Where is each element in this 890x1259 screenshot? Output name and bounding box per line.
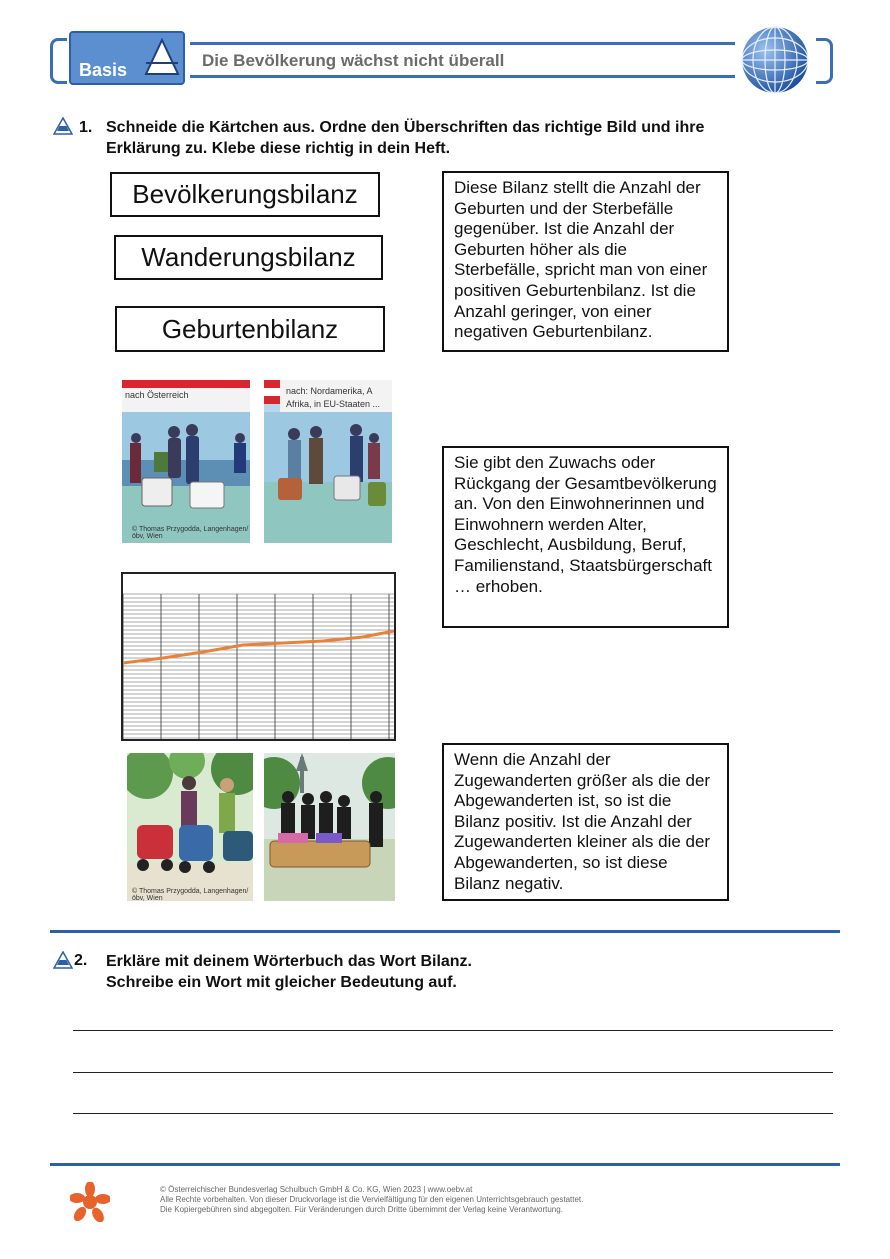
header-bracket-right — [816, 38, 833, 84]
label-card-geburtenbilanz: Geburtenbilanz — [115, 306, 385, 352]
population-chart-svg — [123, 574, 394, 739]
header-bracket-left — [50, 38, 67, 84]
answer-line-2[interactable] — [73, 1072, 833, 1073]
image-credit-1: © Thomas Przygodda, Langenhagen/öbv, Wien — [132, 526, 249, 540]
sign-nach-oesterreich: nach Österreich — [125, 390, 189, 400]
sign-nach-nordamerika: nach: Nordamerika, A — [286, 386, 373, 396]
explanation-card-geburtenbilanz: Diese Bilanz stellt die Anzahl der Geburten und der Sterbefälle gegenüber. Ist die Anzahl der Geburten höher als die Sterbefälle, spricht man von einer positiven Geburtenbilanz. Ist die Anzahl geringer, von einer negativen Geburtenbilanz. — [442, 171, 729, 352]
image-credit-2: © Thomas Przygodda, Langenhagen/öbv, Wien — [132, 888, 249, 901]
footer-separator — [50, 1163, 840, 1166]
footer-line-3: Die Kopiergebühren sind abgegolten. Für Veränderungen durch Dritte übernimmt der Verlag keine Verantwortung. — [160, 1205, 563, 1214]
illustration-emigration — [264, 380, 392, 543]
illustration-funeral-death — [264, 753, 395, 901]
task2-number: 2. — [74, 952, 88, 969]
sign-afrika-eu: Afrika, in EU-Staaten ... — [286, 399, 381, 409]
population-chart — [121, 572, 396, 741]
immigration-scene — [122, 380, 250, 543]
explanation-card-wanderungsbilanz: Wenn die Anzahl der Zugewanderten größer als die der Abgewanderten ist, so ist die Bilanz positiv. Ist die Anzahl der Zugewanderten kleiner als die der Abgewanderten, so ist diese Bilanz negativ. — [442, 743, 729, 901]
funeral-scene — [264, 753, 395, 901]
illustration-immigration — [122, 380, 250, 543]
task2-instruction-line2: Schreibe ein Wort mit gleicher Bedeutung auf. — [106, 974, 457, 991]
level-triangle-icon-2 — [53, 951, 73, 969]
illustration-family-birth — [127, 753, 253, 901]
basis-triangle-icon — [143, 37, 181, 77]
task1-instruction-line1: Schneide die Kärtchen aus. Ordne den Überschriften das richtige Bild und ihre — [106, 119, 705, 136]
basis-badge — [69, 31, 185, 85]
answer-line-1[interactable] — [73, 1030, 833, 1031]
answer-line-3[interactable] — [73, 1113, 833, 1114]
task2-instruction-line1: Erkläre mit deinem Wörterbuch das Wort Bilanz. — [106, 953, 472, 970]
basis-label: Basis — [79, 60, 128, 80]
footer-line-1: © Österreichischer Bundesverlag Schulbuch GmbH & Co. KG, Wien 2023 | www.oebv.at — [160, 1185, 473, 1194]
header-title-bar — [190, 42, 735, 78]
label-card-wanderungsbilanz: Wanderungsbilanz — [114, 235, 383, 280]
task1-instruction-line2: Erklärung zu. Klebe diese richtig in dein Heft. — [106, 140, 451, 157]
explanation-card-bevoelkerungsbilanz: Sie gibt den Zuwachs oder Rückgang der Gesamtbevölkerung an. Von den Einwohnerinnen und Einwohnern werden Alter, Geschlecht, Ausbildung, Beruf, Familienstand, Staatsbürgerschaft … erhoben. — [442, 446, 729, 628]
footer-text — [160, 1185, 583, 1215]
level-triangle-icon — [53, 117, 73, 135]
section-separator — [50, 930, 840, 933]
publisher-logo-icon — [70, 1182, 110, 1222]
task1-number: 1. — [79, 119, 93, 136]
footer-line-2: Alle Rechte vorbehalten. Von dieser Druckvorlage ist die Vervielfältigung für den eigenen Unterrichtsgebrauch gestattet. — [160, 1195, 584, 1204]
globe-icon — [740, 25, 810, 95]
family-scene — [127, 753, 253, 901]
label-card-bevoelkerungsbilanz: Bevölkerungsbilanz — [110, 172, 380, 217]
page-title: Die Bevölkerung wächst nicht überall — [202, 51, 505, 70]
